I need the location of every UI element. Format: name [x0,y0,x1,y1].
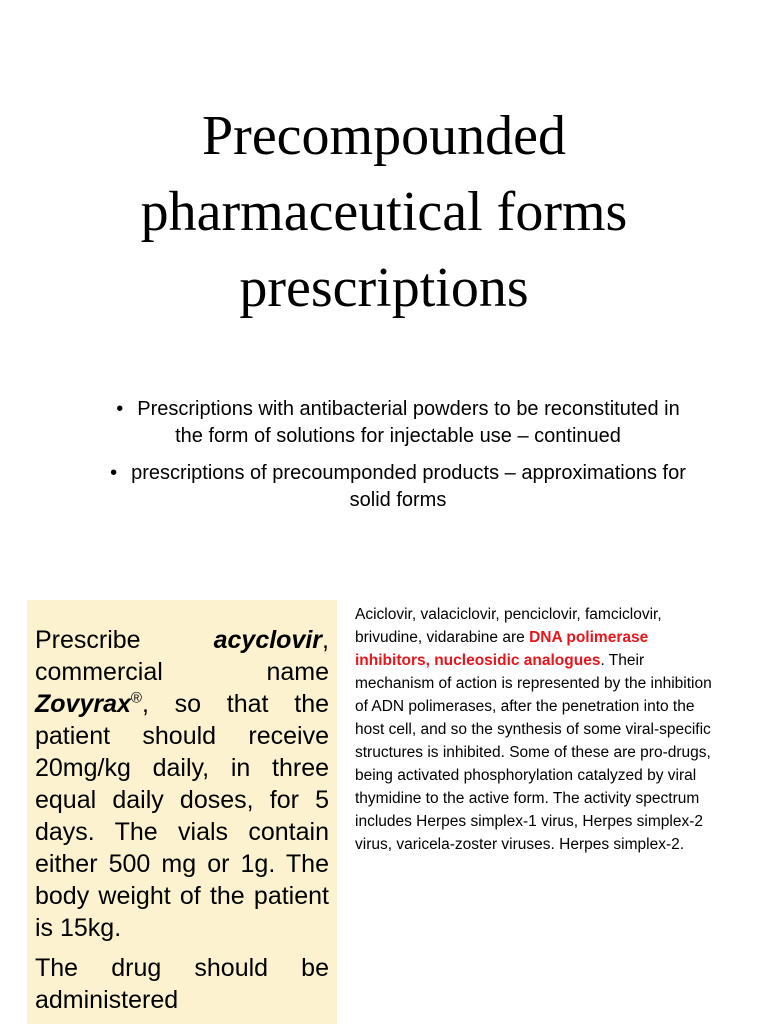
exercise-text: , so that the patient should receive 20mg/kg daily, in three equal daily doses, for 5 days. The vials contain either 500 mg or 1g. The body weight of the patient is 15kg. [35,690,329,942]
drug-name: acyclovir [213,626,323,654]
bullet-item: • prescriptions of precoumponded products – approximations for solid forms [110,460,686,514]
exercise-text: , commercial name [35,626,329,686]
exercise-paragraph: The drug should be administered [35,954,329,1014]
page-title: Precompounded pharmaceutical forms prescriptions [140,105,628,319]
registered-mark: ® [130,689,142,707]
side-text: Aciclovir, valaciclovir, penciclovir, famciclovir, brivudine, vidarabine are [355,606,662,646]
bullet-item: • Prescriptions with antibacterial powders to be reconstituted in the form of solutions for injectable use – continued [110,396,686,450]
exercise-text: Prescribe [35,626,214,654]
bullet-list [110,396,686,524]
brand-name: Zovyrax [35,690,131,718]
highlight-text: DNA polimerase inhibitors, nucleosidic analogues [355,629,649,669]
side-note [355,603,725,856]
exercise-box [27,600,337,1024]
side-text: . Their mechanism of action is represented by the inhibition of ADN polimerases, after the penetration into the host cell, and so the synthesis of some viral-specific structures is inhibited. Some of these are pro-drugs, being activated phosphorylation catalyzed by viral thymidine to the active form. The activity spectrum includes Herpes simplex-1 virus, Herpes simplex-2 virus, varicela-zoster viruses. Herpes simplex-2. [355,652,712,853]
exercise-paragraph [35,624,329,944]
